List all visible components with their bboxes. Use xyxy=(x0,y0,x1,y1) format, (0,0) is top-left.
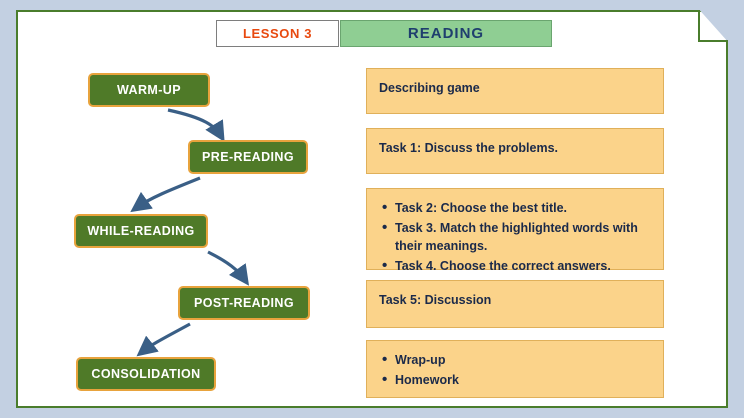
section-title-label: READING xyxy=(407,25,485,42)
stage-consolidation[interactable] xyxy=(76,357,216,391)
lesson-label: LESSON 3 xyxy=(242,26,313,41)
content-pre-reading xyxy=(366,128,664,174)
content-bullet-item: • Wrap-up xyxy=(393,351,651,369)
stage-pre-reading[interactable] xyxy=(188,140,308,174)
content-consolidation xyxy=(366,340,664,398)
content-bullet-item: • Task 2: Choose the best title. xyxy=(393,199,651,217)
content-warm-up xyxy=(366,68,664,114)
stage-label: POST-READING xyxy=(194,296,294,310)
content-bullet-item: • Task 3. Match the highlighted words with their meanings. xyxy=(393,219,651,255)
content-post-reading xyxy=(366,280,664,328)
content-bullet-list xyxy=(379,351,651,389)
stage-while-reading[interactable] xyxy=(74,214,208,248)
stage-label: WHILE-READING xyxy=(87,224,195,238)
content-line: Describing game xyxy=(379,81,480,95)
stage-warm-up[interactable] xyxy=(88,73,210,107)
content-bullet-list xyxy=(379,199,651,276)
content-line: Task 1: Discuss the problems. xyxy=(379,141,558,155)
lesson-badge xyxy=(216,20,339,47)
stage-label: WARM-UP xyxy=(117,83,181,97)
stage-label: CONSOLIDATION xyxy=(91,367,201,381)
stage-label: PRE-READING xyxy=(202,150,294,164)
content-line: Task 5: Discussion xyxy=(379,293,492,307)
content-while-reading xyxy=(366,188,664,274)
panel-torn-corner xyxy=(698,10,728,42)
content-bullet-item: • Task 4. Choose the correct answers. xyxy=(393,257,651,275)
content-bullet-item: • Homework xyxy=(393,371,651,389)
stage-post-reading[interactable] xyxy=(178,286,310,320)
section-title-badge xyxy=(340,20,552,47)
